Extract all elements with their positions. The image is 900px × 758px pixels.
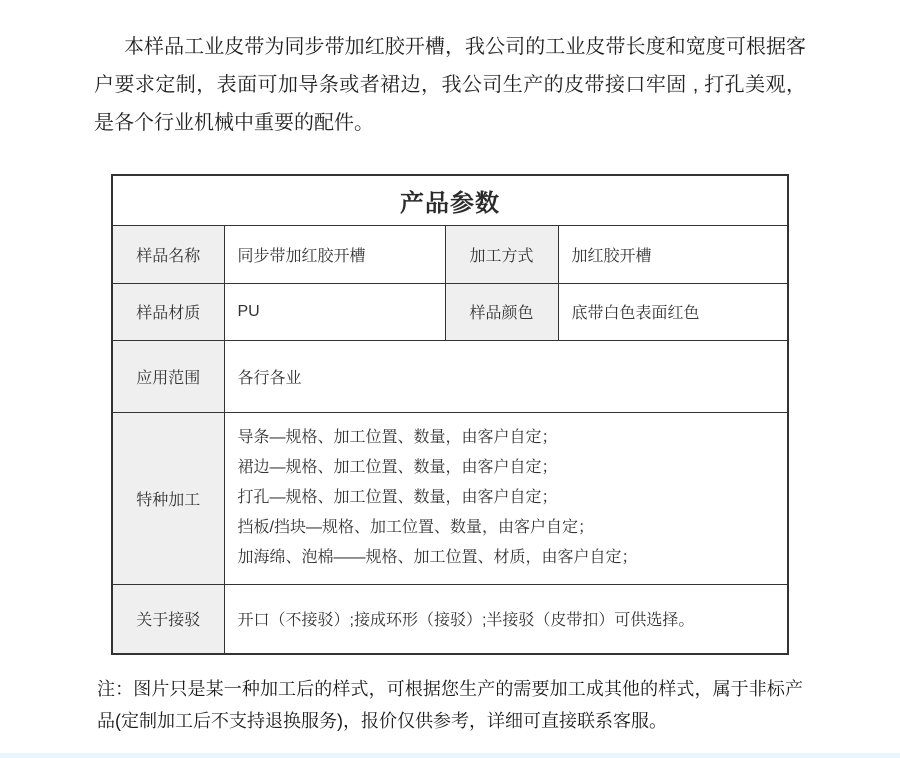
param-value-processing-method: 加红胶开槽 [558,225,788,283]
param-label-sample-material: 样品材质 [112,283,224,340]
param-label-about-joining: 关于接驳 [112,584,224,654]
page-bottom-strip [0,753,900,758]
special-processing-line: 挡板/挡块—规格、加工位置、数量，由客户自定； [237,519,594,536]
param-value-sample-material: PU [224,283,445,340]
param-label-sample-color: 样品颜色 [445,283,558,340]
table-title: 产品参数 [112,175,788,225]
special-processing-line: 裙边—规格、加工位置、数量，由客户自定； [237,459,558,476]
param-label-special-processing: 特种加工 [112,412,224,584]
table-title-row [112,175,788,225]
special-processing-line: 导条—规格、加工位置、数量，由客户自定； [237,429,558,446]
table-row [112,283,788,340]
param-value-sample-name: 同步带加红胶开槽 [224,225,445,283]
product-intro-paragraph: 本样品工业皮带为同步带加红胶开槽，我公司的工业皮带长度和宽度可根据客户要求定制，表面可加导条或者裙边，我公司生产的皮带接口牢固 , 打孔美观，是各个行业机械中重要的配件。 [94,36,806,134]
param-label-processing-method: 加工方式 [445,225,558,283]
table-row [112,340,788,412]
param-value-sample-color: 底带白色表面红色 [558,283,788,340]
special-processing-line: 打孔—规格、加工位置、数量，由客户自定； [237,489,558,506]
table-row [112,225,788,283]
product-note-paragraph: 注：图片只是某一种加工后的样式，可根据您生产的需要加工成其他的样式，属于非标产品(定制加工后不支持退换服务)，报价仅供参考，详细可直接联系客服。 [97,679,803,731]
table-row [112,412,788,584]
table-row [112,584,788,654]
param-label-sample-name: 样品名称 [112,225,224,283]
param-label-application-scope: 应用范围 [112,340,224,412]
product-parameters-table [111,174,789,655]
param-value-application-scope: 各行各业 [224,340,788,412]
param-value-about-joining: 开口（不接驳）;接成环形（接驳）;半接驳（皮带扣）可供选择。 [224,584,788,654]
param-value-special-processing [224,412,788,584]
special-processing-line: 加海绵、泡棉——规格、加工位置、材质，由客户自定； [237,549,638,566]
